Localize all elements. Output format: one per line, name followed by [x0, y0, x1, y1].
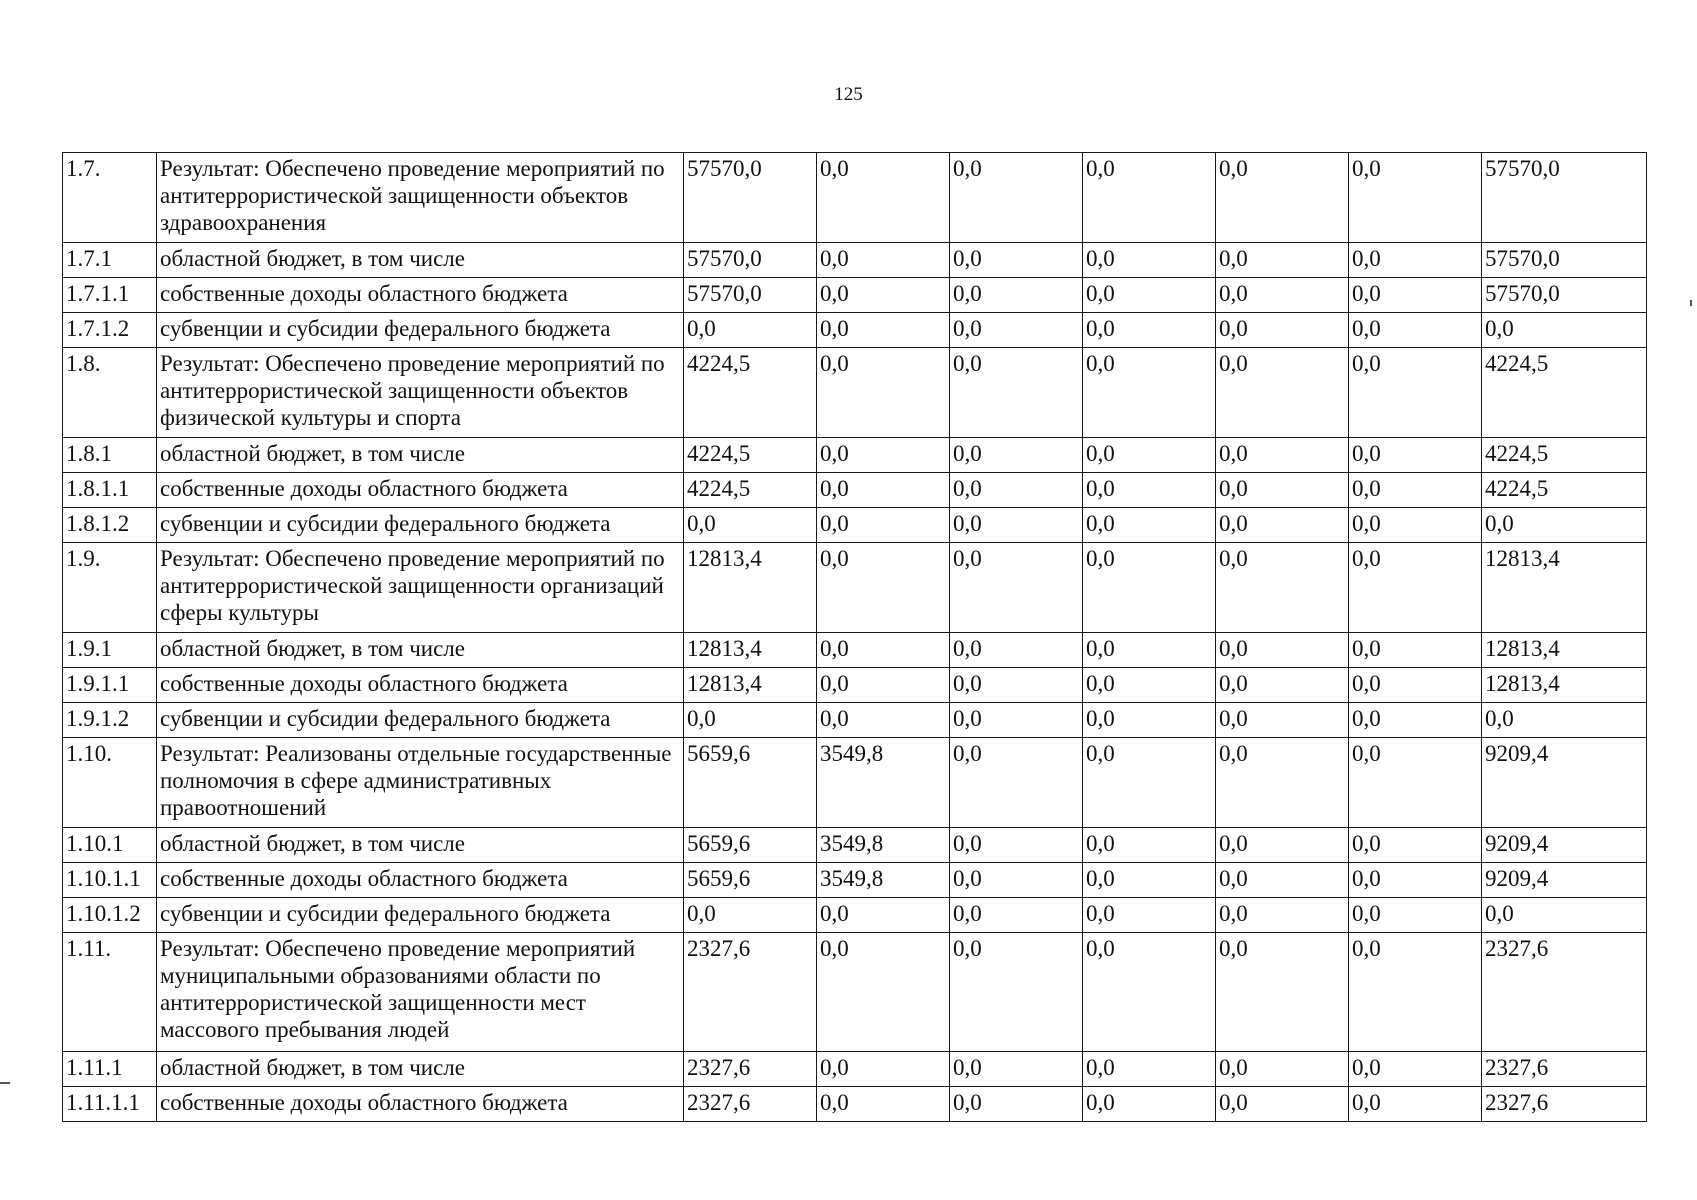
row-value-7: 0,0	[1482, 508, 1647, 543]
row-value-4: 0,0	[1083, 738, 1216, 828]
row-value-2: 0,0	[817, 313, 950, 348]
row-value-4: 0,0	[1083, 898, 1216, 933]
row-value-7: 12813,4	[1482, 633, 1647, 668]
row-value-5: 0,0	[1216, 933, 1349, 1052]
row-value-3: 0,0	[950, 898, 1083, 933]
row-value-5: 0,0	[1216, 703, 1349, 738]
row-value-2: 0,0	[817, 668, 950, 703]
table-row	[63, 438, 1647, 473]
row-value-3: 0,0	[950, 738, 1083, 828]
row-value-1: 2327,6	[684, 1087, 817, 1122]
row-value-2: 3549,8	[817, 828, 950, 863]
row-value-3: 0,0	[950, 1052, 1083, 1087]
row-value-2: 0,0	[817, 543, 950, 633]
row-code: 1.9.1.2	[63, 703, 157, 738]
row-value-1: 0,0	[684, 313, 817, 348]
row-value-6: 0,0	[1349, 898, 1482, 933]
row-value-2: 0,0	[817, 153, 950, 243]
row-name: Результат: Обеспечено проведение мероприятий по антитеррористической защищенности организаций сферы культуры	[157, 543, 684, 633]
row-value-6: 0,0	[1349, 828, 1482, 863]
row-name: Результат: Обеспечено проведение мероприятий муниципальными образованиями области по антитеррористической защищенности мест массового пребывания людей	[157, 933, 684, 1052]
row-name: Результат: Обеспечено проведение мероприятий по антитеррористической защищенности объектов физической культуры и спорта	[157, 348, 684, 438]
row-value-7: 57570,0	[1482, 278, 1647, 313]
row-value-5: 0,0	[1216, 1052, 1349, 1087]
table-row	[63, 153, 1647, 243]
row-value-5: 0,0	[1216, 898, 1349, 933]
row-value-6: 0,0	[1349, 703, 1482, 738]
row-code: 1.7.	[63, 153, 157, 243]
row-value-4: 0,0	[1083, 633, 1216, 668]
table-row	[63, 828, 1647, 863]
row-value-6: 0,0	[1349, 153, 1482, 243]
row-code: 1.7.1.2	[63, 313, 157, 348]
row-value-7: 57570,0	[1482, 243, 1647, 278]
row-code: 1.10.1.1	[63, 863, 157, 898]
row-value-3: 0,0	[950, 243, 1083, 278]
scan-mark-left	[0, 1082, 10, 1084]
row-value-6: 0,0	[1349, 243, 1482, 278]
row-value-1: 12813,4	[684, 543, 817, 633]
row-value-3: 0,0	[950, 543, 1083, 633]
row-value-6: 0,0	[1349, 278, 1482, 313]
row-name: областной бюджет, в том числе	[157, 1052, 684, 1087]
row-value-2: 0,0	[817, 278, 950, 313]
row-value-7: 9209,4	[1482, 863, 1647, 898]
row-value-7: 12813,4	[1482, 668, 1647, 703]
row-value-2: 0,0	[817, 508, 950, 543]
row-value-7: 2327,6	[1482, 1052, 1647, 1087]
row-name: собственные доходы областного бюджета	[157, 668, 684, 703]
row-value-7: 9209,4	[1482, 738, 1647, 828]
row-value-6: 0,0	[1349, 1052, 1482, 1087]
row-value-5: 0,0	[1216, 243, 1349, 278]
row-value-2: 0,0	[817, 1052, 950, 1087]
row-value-4: 0,0	[1083, 668, 1216, 703]
row-value-7: 4224,5	[1482, 438, 1647, 473]
row-value-6: 0,0	[1349, 633, 1482, 668]
row-value-7: 4224,5	[1482, 473, 1647, 508]
table-row	[63, 473, 1647, 508]
row-value-1: 57570,0	[684, 153, 817, 243]
row-value-4: 0,0	[1083, 933, 1216, 1052]
row-value-2: 0,0	[817, 933, 950, 1052]
row-value-6: 0,0	[1349, 313, 1482, 348]
row-value-7: 4224,5	[1482, 348, 1647, 438]
row-name: субвенции и субсидии федерального бюджета	[157, 703, 684, 738]
row-value-5: 0,0	[1216, 633, 1349, 668]
row-value-4: 0,0	[1083, 703, 1216, 738]
row-value-1: 2327,6	[684, 933, 817, 1052]
row-value-4: 0,0	[1083, 473, 1216, 508]
budget-table	[62, 152, 1647, 1122]
row-value-5: 0,0	[1216, 863, 1349, 898]
row-value-2: 0,0	[817, 633, 950, 668]
row-value-5: 0,0	[1216, 313, 1349, 348]
row-value-5: 0,0	[1216, 543, 1349, 633]
row-value-7: 2327,6	[1482, 1087, 1647, 1122]
row-code: 1.7.1.1	[63, 278, 157, 313]
row-value-6: 0,0	[1349, 473, 1482, 508]
table-row	[63, 668, 1647, 703]
row-value-6: 0,0	[1349, 933, 1482, 1052]
row-value-6: 0,0	[1349, 508, 1482, 543]
row-value-2: 3549,8	[817, 738, 950, 828]
row-value-2: 3549,8	[817, 863, 950, 898]
row-value-3: 0,0	[950, 508, 1083, 543]
table-body	[63, 153, 1647, 1122]
row-value-7: 9209,4	[1482, 828, 1647, 863]
row-value-3: 0,0	[950, 828, 1083, 863]
row-value-6: 0,0	[1349, 543, 1482, 633]
row-code: 1.10.1	[63, 828, 157, 863]
row-value-1: 4224,5	[684, 473, 817, 508]
row-value-5: 0,0	[1216, 508, 1349, 543]
row-code: 1.10.	[63, 738, 157, 828]
row-value-5: 0,0	[1216, 668, 1349, 703]
row-value-1: 4224,5	[684, 348, 817, 438]
row-value-1: 57570,0	[684, 278, 817, 313]
table-row	[63, 738, 1647, 828]
table-row	[63, 1052, 1647, 1087]
row-value-6: 0,0	[1349, 863, 1482, 898]
page-number: 125	[834, 84, 863, 105]
row-code: 1.11.1.1	[63, 1087, 157, 1122]
row-value-7: 2327,6	[1482, 933, 1647, 1052]
row-name: Результат: Реализованы отдельные государственные полномочия в сфере административных правоотношений	[157, 738, 684, 828]
row-value-2: 0,0	[817, 1087, 950, 1122]
table-row	[63, 933, 1647, 1052]
row-code: 1.8.	[63, 348, 157, 438]
row-value-1: 12813,4	[684, 633, 817, 668]
row-value-3: 0,0	[950, 703, 1083, 738]
row-name: собственные доходы областного бюджета	[157, 473, 684, 508]
row-value-3: 0,0	[950, 348, 1083, 438]
row-value-1: 5659,6	[684, 738, 817, 828]
row-code: 1.10.1.2	[63, 898, 157, 933]
row-value-5: 0,0	[1216, 438, 1349, 473]
row-value-1: 2327,6	[684, 1052, 817, 1087]
row-value-1: 5659,6	[684, 863, 817, 898]
row-name: собственные доходы областного бюджета	[157, 278, 684, 313]
row-value-1: 0,0	[684, 703, 817, 738]
row-value-3: 0,0	[950, 633, 1083, 668]
table-row	[63, 278, 1647, 313]
table-row	[63, 543, 1647, 633]
table-row	[63, 1087, 1647, 1122]
row-value-3: 0,0	[950, 438, 1083, 473]
row-value-5: 0,0	[1216, 1087, 1349, 1122]
row-value-4: 0,0	[1083, 1052, 1216, 1087]
table-row	[63, 508, 1647, 543]
row-value-6: 0,0	[1349, 438, 1482, 473]
row-value-3: 0,0	[950, 668, 1083, 703]
row-value-4: 0,0	[1083, 1087, 1216, 1122]
row-value-5: 0,0	[1216, 348, 1349, 438]
row-value-3: 0,0	[950, 473, 1083, 508]
row-value-4: 0,0	[1083, 543, 1216, 633]
row-value-7: 0,0	[1482, 313, 1647, 348]
table-row	[63, 243, 1647, 278]
row-name: областной бюджет, в том числе	[157, 438, 684, 473]
row-name: областной бюджет, в том числе	[157, 828, 684, 863]
table-row	[63, 633, 1647, 668]
row-value-4: 0,0	[1083, 278, 1216, 313]
row-value-6: 0,0	[1349, 1087, 1482, 1122]
row-value-7: 0,0	[1482, 898, 1647, 933]
row-value-6: 0,0	[1349, 738, 1482, 828]
row-value-4: 0,0	[1083, 863, 1216, 898]
scan-mark-right	[1690, 300, 1692, 306]
row-value-7: 12813,4	[1482, 543, 1647, 633]
row-value-7: 0,0	[1482, 703, 1647, 738]
row-code: 1.8.1.1	[63, 473, 157, 508]
row-code: 1.9.1.1	[63, 668, 157, 703]
row-value-5: 0,0	[1216, 828, 1349, 863]
row-code: 1.11.1	[63, 1052, 157, 1087]
row-value-3: 0,0	[950, 153, 1083, 243]
row-name: Результат: Обеспечено проведение мероприятий по антитеррористической защищенности объектов здравоохранения	[157, 153, 684, 243]
row-value-1: 5659,6	[684, 828, 817, 863]
row-value-4: 0,0	[1083, 828, 1216, 863]
row-code: 1.11.	[63, 933, 157, 1052]
row-value-4: 0,0	[1083, 243, 1216, 278]
row-value-6: 0,0	[1349, 668, 1482, 703]
row-value-3: 0,0	[950, 933, 1083, 1052]
row-name: субвенции и субсидии федерального бюджета	[157, 313, 684, 348]
row-value-1: 4224,5	[684, 438, 817, 473]
row-value-3: 0,0	[950, 313, 1083, 348]
row-value-1: 0,0	[684, 508, 817, 543]
row-value-4: 0,0	[1083, 438, 1216, 473]
row-value-2: 0,0	[817, 898, 950, 933]
row-value-3: 0,0	[950, 863, 1083, 898]
row-name: субвенции и субсидии федерального бюджета	[157, 898, 684, 933]
table-row	[63, 703, 1647, 738]
row-value-5: 0,0	[1216, 738, 1349, 828]
table-row	[63, 898, 1647, 933]
row-value-7: 57570,0	[1482, 153, 1647, 243]
row-value-2: 0,0	[817, 348, 950, 438]
row-value-5: 0,0	[1216, 153, 1349, 243]
row-value-3: 0,0	[950, 1087, 1083, 1122]
row-code: 1.9.	[63, 543, 157, 633]
row-value-4: 0,0	[1083, 153, 1216, 243]
table-row	[63, 348, 1647, 438]
row-value-5: 0,0	[1216, 278, 1349, 313]
table-row	[63, 313, 1647, 348]
row-value-2: 0,0	[817, 243, 950, 278]
row-value-1: 57570,0	[684, 243, 817, 278]
row-code: 1.9.1	[63, 633, 157, 668]
row-name: областной бюджет, в том числе	[157, 243, 684, 278]
row-value-1: 0,0	[684, 898, 817, 933]
row-value-4: 0,0	[1083, 313, 1216, 348]
row-code: 1.8.1	[63, 438, 157, 473]
row-value-1: 12813,4	[684, 668, 817, 703]
row-value-2: 0,0	[817, 473, 950, 508]
row-name: собственные доходы областного бюджета	[157, 1087, 684, 1122]
row-value-2: 0,0	[817, 703, 950, 738]
row-value-6: 0,0	[1349, 348, 1482, 438]
row-value-2: 0,0	[817, 438, 950, 473]
row-value-3: 0,0	[950, 278, 1083, 313]
row-name: субвенции и субсидии федерального бюджета	[157, 508, 684, 543]
row-value-4: 0,0	[1083, 508, 1216, 543]
row-value-4: 0,0	[1083, 348, 1216, 438]
row-value-5: 0,0	[1216, 473, 1349, 508]
table-row	[63, 863, 1647, 898]
row-code: 1.8.1.2	[63, 508, 157, 543]
row-name: областной бюджет, в том числе	[157, 633, 684, 668]
row-code: 1.7.1	[63, 243, 157, 278]
row-name: собственные доходы областного бюджета	[157, 863, 684, 898]
